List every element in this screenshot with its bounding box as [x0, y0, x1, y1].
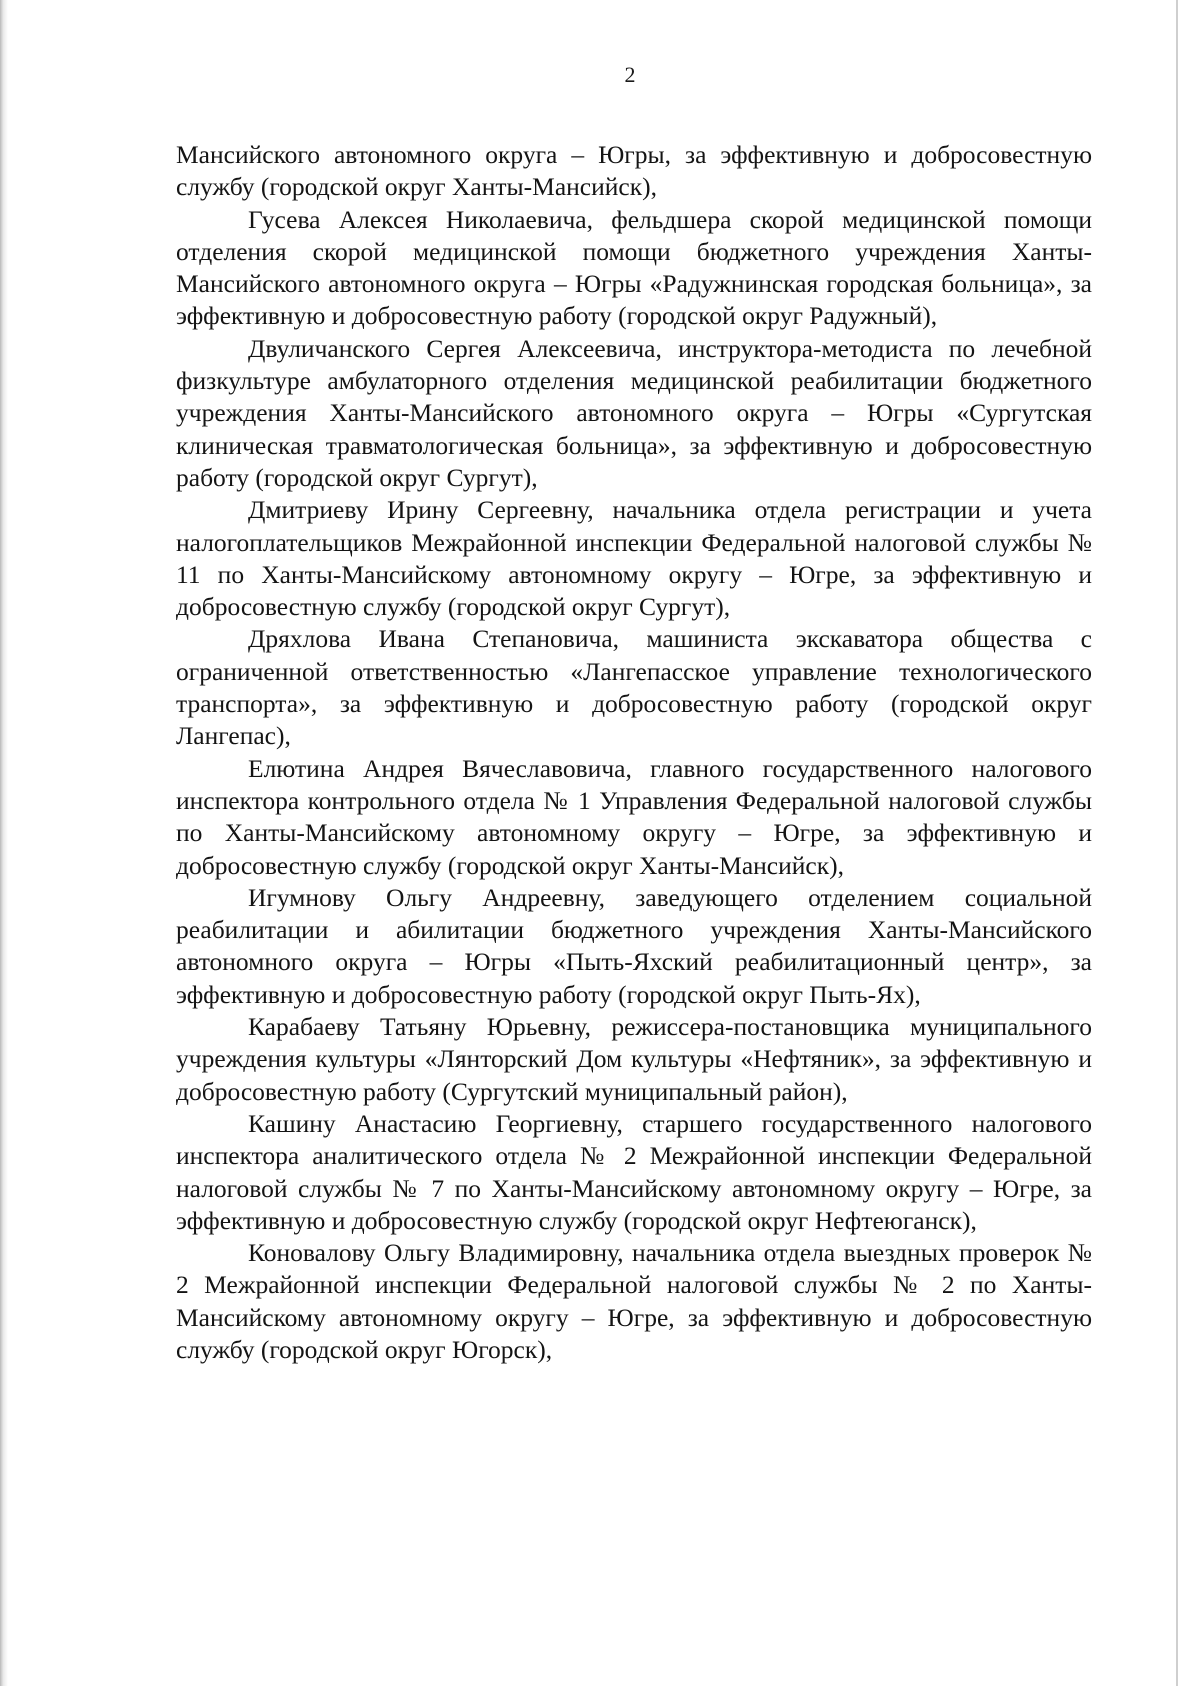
- paragraph-gusev: Гусева Алексея Николаевича, фельдшера скорой медицинской помощи отделения скорой медицинской помощи бюджетного учреждения Ханты-Мансийского автономного округа – Югры «Радужнинская городская больница», за эффективную и добросовестную работу (городской округ Радужный),: [176, 204, 1092, 331]
- paragraph-dvulichansky: Двуличанского Сергея Алексеевича, инструктора-методиста по лечебной физкультуре амбулаторного отделения медицинской реабилитации бюджетного учреждения Ханты-Мансийского автономного округа – Югры «Сургутская клиническая травматологическая больница», за эффективную и добросовестную работу (городской округ Сургут),: [176, 333, 1092, 492]
- paragraph-igumnova: Игумнову Ольгу Андреевну, заведующего отделением социальной реабилитации и абилитации бюджетного учреждения Ханты-Мансийского автономного округа – Югры «Пыть-Яхский реабилитационный центр», за эффективную и добросовестную работу (городской округ Пыть-Ях),: [176, 882, 1092, 1009]
- page-number: 2: [624, 62, 636, 87]
- scan-edge-left: [0, 0, 8, 1686]
- paragraph-elyutin: Елютина Андрея Вячеславовича, главного государственного налогового инспектора контрольного отдела № 1 Управления Федеральной налоговой службы по Ханты-Мансийскому автономному округу – Югре, за эффективную и добросовестную службу (городской округ Ханты-Мансийск),: [176, 753, 1092, 880]
- paragraph-karabaeva: Карабаеву Татьяну Юрьевну, режиссера-постановщика муниципального учреждения культуры «Лянторский Дом культуры «Нефтяник», за эффективную и добросовестную работу (Сургутский муниципальный район),: [176, 1012, 1092, 1106]
- paragraph-kashina: Кашину Анастасию Георгиевну, старшего государственного налогового инспектора аналитического отдела № 2 Межрайонной инспекции Федеральной налоговой службы № 7 по Ханты-Мансийскому автономному округу – Югре, за эффективную и добросовестную службу (городской округ Нефтеюганск),: [176, 1108, 1092, 1235]
- scan-edge-right: [1176, 0, 1178, 1686]
- paragraph-konovalova: Коновалову Ольгу Владимировну, начальника отдела выездных проверок № 2 Межрайонной инспекции Федеральной налоговой службы № 2 по Ханты-Мансийскому автономному округу – Югре, за эффективную и добросовестную службу (городской округ Югорск),: [176, 1238, 1092, 1364]
- paragraph-continuation: Мансийского автономного округа – Югры, за эффективную и добросовестную службу (городской округ Ханты-Мансийск),: [176, 140, 1092, 202]
- paragraph-dryakhlov: Дряхлова Ивана Степановича, машиниста экскаватора общества с ограниченной ответственностью «Лангепасское управление технологического транспорта», за эффективную и добросовестную работу (городской округ Лангепас),: [176, 624, 1092, 751]
- paragraph-dmitrieva: Дмитриеву Ирину Сергеевну, начальника отдела регистрации и учета налогоплательщиков Межрайонной инспекции Федеральной налоговой службы № 11 по Ханты-Мансийскому автономному округу – Югре, за эффективную и добросовестную службу (городской округ Сургут),: [176, 495, 1092, 622]
- document-body: [176, 139, 1092, 1366]
